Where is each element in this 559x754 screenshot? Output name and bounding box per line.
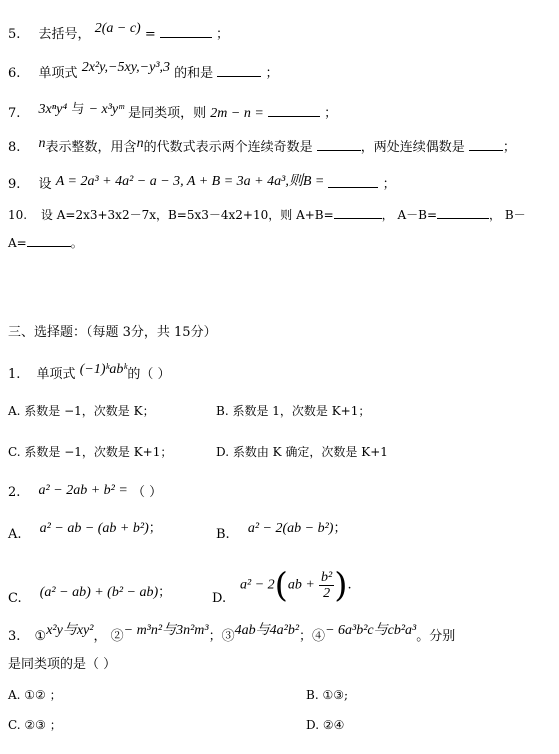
question-number: 1. xyxy=(8,367,21,382)
question-7 xyxy=(8,104,337,123)
math-expression: ab + xyxy=(287,577,315,593)
option-end: ； xyxy=(148,521,162,536)
question-text-mid: 是同类项，则 xyxy=(128,106,207,121)
question-text-after: 的（ ） xyxy=(127,367,171,382)
math-expression-3: 2m − n = xyxy=(210,106,264,121)
question-text-after: 的和是 xyxy=(174,66,214,81)
question-end: ； xyxy=(502,140,516,155)
question-end: ； xyxy=(265,66,279,81)
left-paren: ( xyxy=(274,565,288,606)
option-end: . xyxy=(347,577,352,593)
answer-blank[interactable] xyxy=(469,138,503,151)
option-c[interactable]: C. ②③ ； xyxy=(8,718,62,732)
answer-blank[interactable] xyxy=(268,104,320,117)
math-expression: a² − 2ab + b² = xyxy=(38,483,128,498)
right-paren: ) xyxy=(334,565,348,606)
option-a[interactable]: A. 系数是 −1，次数是 K； xyxy=(8,404,155,418)
math-expression: 2(a − c) xyxy=(94,21,141,36)
option-label: A. xyxy=(8,527,22,542)
question-number: 3. xyxy=(8,629,21,644)
question-text: ，两处连续偶数是 xyxy=(360,140,465,155)
question-text: 与 xyxy=(71,102,85,117)
option-b[interactable]: B. ①③; xyxy=(306,688,349,702)
math-expression-2: − x³yᵐ xyxy=(88,102,124,117)
item-1-marker: ① xyxy=(34,629,47,644)
answer-blank[interactable] xyxy=(217,64,261,77)
question-9 xyxy=(8,175,396,194)
question-text: 的代数式表示两个连续奇数是 xyxy=(143,140,313,155)
option-end: ； xyxy=(158,585,172,600)
math-expression: (−1)ᵏabᵏ xyxy=(79,362,128,377)
question-text: A= xyxy=(8,236,27,250)
answer-blank[interactable] xyxy=(317,138,361,151)
choice-question-3-continued: 是同类项的是（ ） xyxy=(8,657,117,672)
question-10-continued xyxy=(8,234,83,252)
question-end: ； xyxy=(324,106,338,121)
question-number: 2. xyxy=(8,485,21,500)
question-text: 单项式 xyxy=(36,367,76,382)
question-end: ； xyxy=(382,177,396,192)
choice-question-2 xyxy=(8,484,162,502)
question-text: 表示整数，用含 xyxy=(45,140,137,155)
option-d[interactable]: D. ②④ xyxy=(306,718,345,732)
question-8 xyxy=(8,138,516,157)
question-end: ， B－ xyxy=(489,208,526,222)
item-3-marker: ③ xyxy=(221,629,235,644)
question-text-mid: ， A－B= xyxy=(381,208,438,222)
math-expression: 4ab与4a²b² xyxy=(234,623,300,638)
item-4-marker: ④ xyxy=(312,629,326,644)
math-expression: − 6a³b²c与cb²a³ xyxy=(325,623,417,638)
fraction-denominator: 2 xyxy=(323,586,331,601)
option-label: C. xyxy=(8,591,22,606)
question-6 xyxy=(8,60,279,83)
math-expression: − m³n²与3n²m³ xyxy=(123,623,209,638)
option-c[interactable] xyxy=(8,585,172,608)
option-end: ； xyxy=(333,521,347,536)
question-text: 单项式 xyxy=(38,66,78,81)
option-a[interactable] xyxy=(8,521,162,544)
separator: ； xyxy=(208,629,222,644)
question-end: ； xyxy=(216,27,230,42)
option-a[interactable]: A. ①② ； xyxy=(8,688,62,702)
answer-blank[interactable] xyxy=(27,234,71,247)
question-tail: 。分别 xyxy=(416,629,456,644)
option-label: B. xyxy=(216,527,230,542)
question-number: 7. xyxy=(8,106,21,121)
math-expression: a² − ab − (ab + b²) xyxy=(39,521,149,536)
question-number: 5. xyxy=(8,27,21,42)
question-10 xyxy=(8,206,526,224)
question-number: 8. xyxy=(8,140,21,155)
answer-blank[interactable] xyxy=(160,25,212,38)
variable-n: n xyxy=(136,136,144,151)
option-d-label[interactable]: D. xyxy=(212,591,227,606)
question-text: 去括号， xyxy=(38,27,91,42)
section-title: 三、选择题：（每题 3分，共 15分） xyxy=(8,325,217,340)
answer-blank[interactable] xyxy=(328,175,378,188)
math-expression: (a² − ab) + (b² − ab) xyxy=(39,585,159,600)
fraction xyxy=(319,570,334,601)
choice-question-1 xyxy=(8,362,171,384)
math-expression: 2x²y,−5xy,−y³,3 xyxy=(81,60,171,75)
question-5 xyxy=(8,21,230,44)
separator: ， xyxy=(93,629,107,644)
answer-blank[interactable] xyxy=(437,206,489,219)
question-number: 10. xyxy=(8,208,28,222)
math-expression-1: 3xⁿy⁴ xyxy=(38,102,68,117)
choice-question-3 xyxy=(8,623,456,646)
question-text: 设 xyxy=(38,177,52,192)
answer-blank[interactable] xyxy=(334,206,382,219)
question-end: 。 xyxy=(70,236,83,250)
equals-sign: = xyxy=(144,27,156,42)
math-expression: a² − 2 xyxy=(240,577,275,593)
option-b[interactable]: B. 系数是 1，次数是 K+1； xyxy=(216,404,371,418)
option-c[interactable]: C. 系数是 −1，次数是 K+1； xyxy=(8,445,173,459)
item-2-marker: ② xyxy=(110,629,124,644)
fraction-numerator: b² xyxy=(321,570,333,585)
option-b[interactable] xyxy=(216,521,347,544)
math-expression: x²y与xy² xyxy=(46,623,94,638)
separator: ； xyxy=(299,629,313,644)
question-number: 6. xyxy=(8,66,21,81)
math-expression: A = 2a³ + 4a² − a − 3, A + B = 3a + 4a³,则B = xyxy=(55,174,325,189)
math-expression: a² − 2(ab − b²) xyxy=(247,521,334,536)
option-d[interactable] xyxy=(240,565,352,606)
variable-n: n xyxy=(38,136,46,151)
question-text: 设 A=2x3+3x2－7x，B=5x3－4x2+10，则 A+B= xyxy=(40,208,334,222)
option-d[interactable]: D. 系数由 K 确定，次数是 K+1 xyxy=(216,445,388,459)
question-number: 9. xyxy=(8,177,21,192)
answer-paren: （ ） xyxy=(131,485,163,500)
